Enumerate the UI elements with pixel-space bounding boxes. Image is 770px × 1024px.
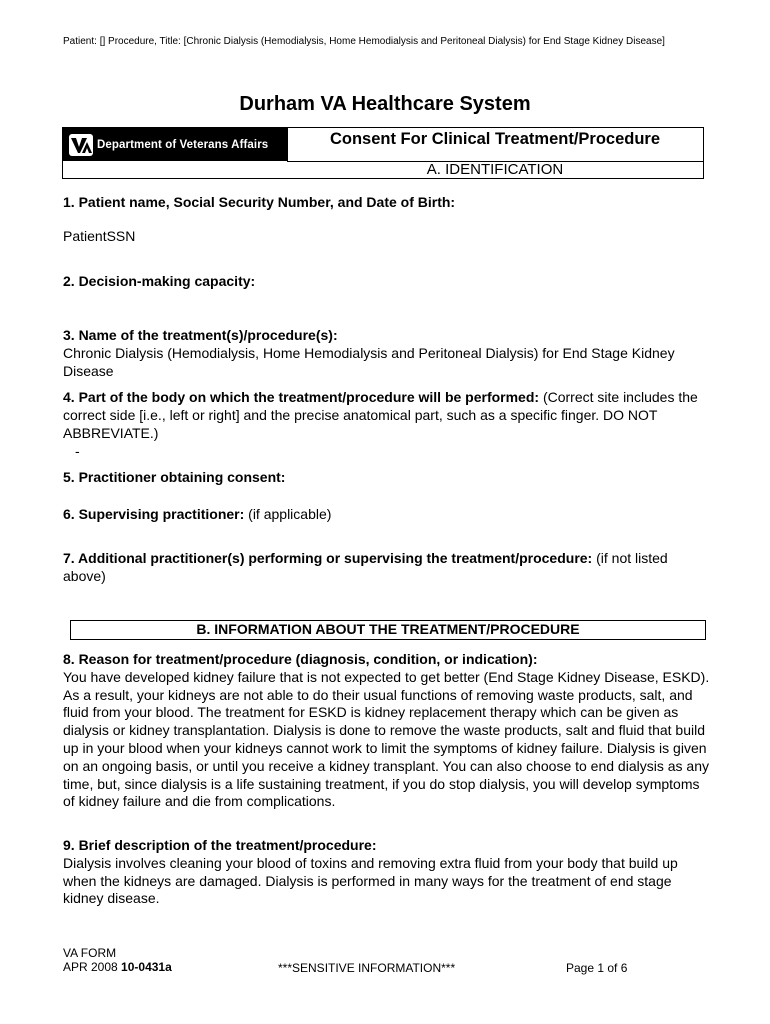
q1-label: 1. Patient name, Social Security Number, and Date of Birth: (63, 194, 456, 210)
q9-label: 9. Brief description of the treatment/procedure: (63, 837, 377, 853)
q9-text: Dialysis involves cleaning your blood of toxins and removing extra fluid from your body that build up when the kidneys are damaged. Dialysis is performed in many ways for the treatment of end stage kidney disease. (63, 854, 678, 907)
q2-label: 2. Decision-making capacity: (63, 273, 256, 289)
q7-block: 7. Additional practitioner(s) performing or supervising the treatment/procedure: (if not listed above) (63, 550, 668, 584)
q5-label: 5. Practitioner obtaining consent: (63, 469, 286, 485)
q9-block (63, 837, 713, 908)
sensitive-notice: ***SENSITIVE INFORMATION*** (278, 961, 456, 975)
section-b-heading: B. INFORMATION ABOUT THE TREATMENT/PROCEDURE (70, 620, 706, 640)
form-id: VA FORM APR 2008 10-0431a (63, 946, 172, 974)
q3-label: 3. Name of the treatment(s)/procedure(s): (63, 327, 338, 343)
department-name: Department of Veterans Affairs (97, 138, 269, 151)
q4-value: - (75, 443, 80, 459)
page-title: Durham VA Healthcare System (239, 93, 531, 115)
section-a-heading: A. IDENTIFICATION (426, 161, 564, 178)
q8-block (63, 651, 713, 811)
q6-block: 6. Supervising practitioner: (if applicable) (63, 506, 332, 522)
q3-value: Chronic Dialysis (Hemodialysis, Home Hemodialysis and Peritoneal Dialysis) for End Stage Kidney Disease (63, 345, 675, 379)
q4-block: 4. Part of the body on which the treatment/procedure will be performed: (Correct site includes the correct side [i.e., left or right] and the precise anatomical part, such as a specific finger. DO NOT ABBREVIATE.) (63, 389, 698, 441)
q8-label: 8. Reason for treatment/procedure (diagnosis, condition, or indication): (63, 651, 538, 667)
running-header: Patient: [] Procedure, Title: [Chronic Dialysis (Hemodialysis, Home Hemodialysis and Peritoneal Dialysis) for End Stage Kidney Disease] (63, 36, 665, 47)
page-number: Page 1 of 6 (566, 961, 628, 975)
va-logo (63, 128, 287, 161)
identification-header-box (62, 127, 704, 179)
q1-value: PatientSSN (63, 228, 136, 244)
q8-text: You have developed kidney failure that is not expected to get better (End Stage Kidney Disease, ESKD). As a result, your kidneys are not able to do their usual functions of removing waste products, salt, and fluid from your blood. The treatment for ESKD is kidney replacement therapy which can be given as dialysis or kidney transplantation. Dialysis is done to remove the waste products, salt and fluid that build up in your blood when your kidneys cannot work to limit the symptoms of kidney failure. Dialysis is given on an ongoing basis, or until you receive a kidney transplant. You can also choose to end dialysis as any time, but, since dialysis is a life sustaining treatment, if you do stop dialysis, you will develop symptoms of kidney failure and die from complications. (63, 668, 710, 810)
consent-title: Consent For Clinical Treatment/Procedure (329, 130, 661, 148)
va-seal-icon (69, 134, 93, 156)
